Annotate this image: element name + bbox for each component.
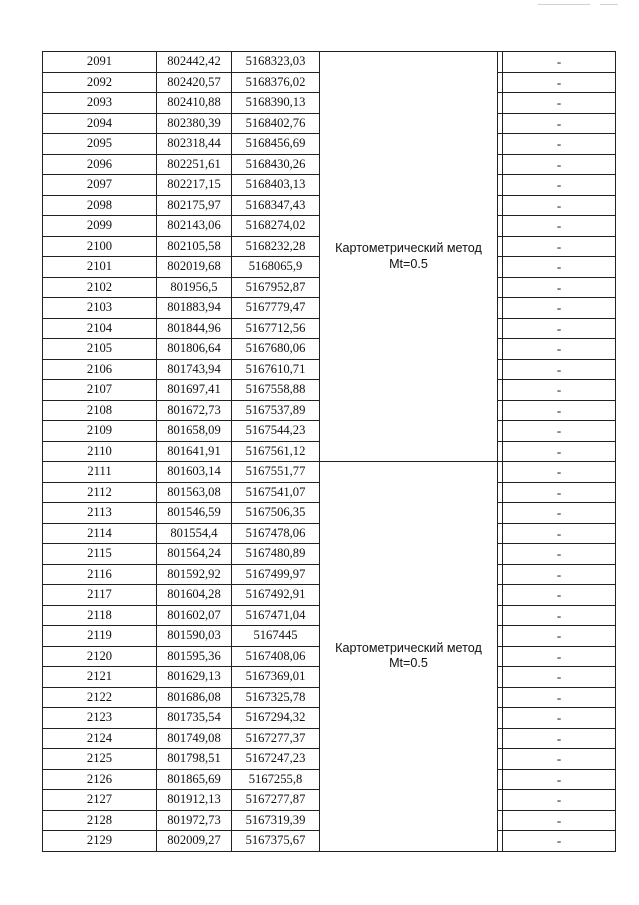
description-cell: -	[503, 728, 616, 749]
description-cell: -	[503, 605, 616, 626]
point-number-cell: 2120	[43, 646, 157, 667]
point-number-cell: 2113	[43, 503, 157, 524]
description-cell: -	[503, 380, 616, 401]
description-cell: -	[503, 585, 616, 606]
y-coordinate-cell: 5167325,78	[232, 687, 320, 708]
x-coordinate-cell: 802442,42	[157, 52, 232, 73]
y-coordinate-cell: 5168390,13	[232, 93, 320, 114]
scan-artifact	[538, 4, 590, 5]
accuracy-text: Mt=0.5	[389, 256, 428, 271]
y-coordinate-cell: 5167247,23	[232, 749, 320, 770]
y-coordinate-cell: 5167277,37	[232, 728, 320, 749]
description-cell: -	[503, 441, 616, 462]
y-coordinate-cell: 5168430,26	[232, 154, 320, 175]
x-coordinate-cell: 801749,08	[157, 728, 232, 749]
point-number-cell: 2119	[43, 626, 157, 647]
x-coordinate-cell: 801697,41	[157, 380, 232, 401]
y-coordinate-cell: 5168323,03	[232, 52, 320, 73]
description-cell: -	[503, 359, 616, 380]
point-number-cell: 2121	[43, 667, 157, 688]
y-coordinate-cell: 5167537,89	[232, 400, 320, 421]
description-cell: -	[503, 52, 616, 73]
x-coordinate-cell: 801603,14	[157, 462, 232, 483]
y-coordinate-cell: 5167319,39	[232, 810, 320, 831]
description-cell: -	[503, 175, 616, 196]
y-coordinate-cell: 5168402,76	[232, 113, 320, 134]
point-number-cell: 2115	[43, 544, 157, 565]
x-coordinate-cell: 802175,97	[157, 195, 232, 216]
x-coordinate-cell: 801629,13	[157, 667, 232, 688]
description-cell: -	[503, 113, 616, 134]
point-number-cell: 2128	[43, 810, 157, 831]
y-coordinate-cell: 5167369,01	[232, 667, 320, 688]
point-number-cell: 2118	[43, 605, 157, 626]
point-number-cell: 2100	[43, 236, 157, 257]
y-coordinate-cell: 5167277,87	[232, 790, 320, 811]
x-coordinate-cell: 802143,06	[157, 216, 232, 237]
y-coordinate-cell: 5167680,06	[232, 339, 320, 360]
description-cell: -	[503, 339, 616, 360]
y-coordinate-cell: 5167492,91	[232, 585, 320, 606]
y-coordinate-cell: 5167558,88	[232, 380, 320, 401]
description-cell: -	[503, 257, 616, 278]
description-cell: -	[503, 769, 616, 790]
y-coordinate-cell: 5168347,43	[232, 195, 320, 216]
description-cell: -	[503, 523, 616, 544]
point-number-cell: 2106	[43, 359, 157, 380]
description-cell: -	[503, 216, 616, 237]
description-cell: -	[503, 277, 616, 298]
y-coordinate-cell: 5167255,8	[232, 769, 320, 790]
description-cell: -	[503, 462, 616, 483]
point-number-cell: 2092	[43, 72, 157, 93]
y-coordinate-cell: 5167294,32	[232, 708, 320, 729]
y-coordinate-cell: 5168376,02	[232, 72, 320, 93]
y-coordinate-cell: 5167408,06	[232, 646, 320, 667]
point-number-cell: 2111	[43, 462, 157, 483]
point-number-cell: 2129	[43, 831, 157, 852]
point-number-cell: 2105	[43, 339, 157, 360]
description-cell: -	[503, 708, 616, 729]
y-coordinate-cell: 5167478,06	[232, 523, 320, 544]
point-number-cell: 2110	[43, 441, 157, 462]
x-coordinate-cell: 801564,24	[157, 544, 232, 565]
point-number-cell: 2126	[43, 769, 157, 790]
x-coordinate-cell: 801686,08	[157, 687, 232, 708]
point-number-cell: 2097	[43, 175, 157, 196]
x-coordinate-cell: 801743,94	[157, 359, 232, 380]
y-coordinate-cell: 5167375,67	[232, 831, 320, 852]
x-coordinate-cell: 801844,96	[157, 318, 232, 339]
y-coordinate-cell: 5167712,56	[232, 318, 320, 339]
y-coordinate-cell: 5167779,47	[232, 298, 320, 319]
table-row	[43, 52, 616, 73]
description-cell: -	[503, 195, 616, 216]
y-coordinate-cell: 5167506,35	[232, 503, 320, 524]
method-text: Картометрический метод	[335, 640, 482, 655]
description-cell: -	[503, 154, 616, 175]
description-cell: -	[503, 298, 616, 319]
description-cell: -	[503, 482, 616, 503]
x-coordinate-cell: 802410,88	[157, 93, 232, 114]
method-text: Картометрический метод	[335, 240, 482, 255]
description-cell: -	[503, 93, 616, 114]
method-cell	[320, 462, 498, 852]
x-coordinate-cell: 801883,94	[157, 298, 232, 319]
x-coordinate-cell: 801554,4	[157, 523, 232, 544]
x-coordinate-cell: 802217,15	[157, 175, 232, 196]
x-coordinate-cell: 801806,64	[157, 339, 232, 360]
description-cell: -	[503, 318, 616, 339]
x-coordinate-cell: 801590,03	[157, 626, 232, 647]
y-coordinate-cell: 5167561,12	[232, 441, 320, 462]
x-coordinate-cell: 801592,92	[157, 564, 232, 585]
y-coordinate-cell: 5167544,23	[232, 421, 320, 442]
description-cell: -	[503, 749, 616, 770]
point-number-cell: 2112	[43, 482, 157, 503]
x-coordinate-cell: 801798,51	[157, 749, 232, 770]
scan-artifact	[600, 4, 618, 5]
accuracy-text: Mt=0.5	[389, 656, 428, 671]
x-coordinate-cell: 802380,39	[157, 113, 232, 134]
description-cell: -	[503, 544, 616, 565]
x-coordinate-cell: 802019,68	[157, 257, 232, 278]
y-coordinate-cell: 5168403,13	[232, 175, 320, 196]
y-coordinate-cell: 5168456,69	[232, 134, 320, 155]
point-number-cell: 2095	[43, 134, 157, 155]
x-coordinate-cell: 802251,61	[157, 154, 232, 175]
description-cell: -	[503, 72, 616, 93]
point-number-cell: 2102	[43, 277, 157, 298]
y-coordinate-cell: 5167480,89	[232, 544, 320, 565]
point-number-cell: 2099	[43, 216, 157, 237]
point-number-cell: 2104	[43, 318, 157, 339]
x-coordinate-cell: 801546,59	[157, 503, 232, 524]
description-cell: -	[503, 626, 616, 647]
point-number-cell: 2125	[43, 749, 157, 770]
description-cell: -	[503, 667, 616, 688]
point-number-cell: 2094	[43, 113, 157, 134]
description-cell: -	[503, 564, 616, 585]
point-number-cell: 2116	[43, 564, 157, 585]
x-coordinate-cell: 801658,09	[157, 421, 232, 442]
point-number-cell: 2124	[43, 728, 157, 749]
y-coordinate-cell: 5168274,02	[232, 216, 320, 237]
point-number-cell: 2093	[43, 93, 157, 114]
point-number-cell: 2098	[43, 195, 157, 216]
y-coordinate-cell: 5167541,07	[232, 482, 320, 503]
x-coordinate-cell: 801604,28	[157, 585, 232, 606]
description-cell: -	[503, 503, 616, 524]
description-cell: -	[503, 687, 616, 708]
point-number-cell: 2091	[43, 52, 157, 73]
point-number-cell: 2127	[43, 790, 157, 811]
x-coordinate-cell: 801735,54	[157, 708, 232, 729]
description-cell: -	[503, 646, 616, 667]
description-cell: -	[503, 790, 616, 811]
description-cell: -	[503, 400, 616, 421]
x-coordinate-cell: 801641,91	[157, 441, 232, 462]
point-number-cell: 2096	[43, 154, 157, 175]
description-cell: -	[503, 134, 616, 155]
x-coordinate-cell: 801912,13	[157, 790, 232, 811]
point-number-cell: 2103	[43, 298, 157, 319]
table-row	[43, 462, 616, 483]
x-coordinate-cell: 801602,07	[157, 605, 232, 626]
x-coordinate-cell: 801972,73	[157, 810, 232, 831]
point-number-cell: 2123	[43, 708, 157, 729]
x-coordinate-cell: 802009,27	[157, 831, 232, 852]
y-coordinate-cell: 5167499,97	[232, 564, 320, 585]
x-coordinate-cell: 802420,57	[157, 72, 232, 93]
point-number-cell: 2101	[43, 257, 157, 278]
y-coordinate-cell: 5167445	[232, 626, 320, 647]
y-coordinate-cell: 5168065,9	[232, 257, 320, 278]
x-coordinate-cell: 801956,5	[157, 277, 232, 298]
x-coordinate-cell: 801672,73	[157, 400, 232, 421]
x-coordinate-cell: 801865,69	[157, 769, 232, 790]
x-coordinate-cell: 801563,08	[157, 482, 232, 503]
point-number-cell: 2108	[43, 400, 157, 421]
y-coordinate-cell: 5167471,04	[232, 605, 320, 626]
method-cell	[320, 52, 498, 462]
y-coordinate-cell: 5167610,71	[232, 359, 320, 380]
point-number-cell: 2114	[43, 523, 157, 544]
description-cell: -	[503, 810, 616, 831]
x-coordinate-cell: 801595,36	[157, 646, 232, 667]
description-cell: -	[503, 236, 616, 257]
table-body	[43, 52, 616, 852]
description-cell: -	[503, 421, 616, 442]
point-number-cell: 2122	[43, 687, 157, 708]
y-coordinate-cell: 5167551,77	[232, 462, 320, 483]
y-coordinate-cell: 5168232,28	[232, 236, 320, 257]
x-coordinate-cell: 802318,44	[157, 134, 232, 155]
x-coordinate-cell: 802105,58	[157, 236, 232, 257]
point-number-cell: 2109	[43, 421, 157, 442]
point-number-cell: 2117	[43, 585, 157, 606]
point-number-cell: 2107	[43, 380, 157, 401]
coordinates-table	[42, 51, 616, 852]
y-coordinate-cell: 5167952,87	[232, 277, 320, 298]
description-cell: -	[503, 831, 616, 852]
